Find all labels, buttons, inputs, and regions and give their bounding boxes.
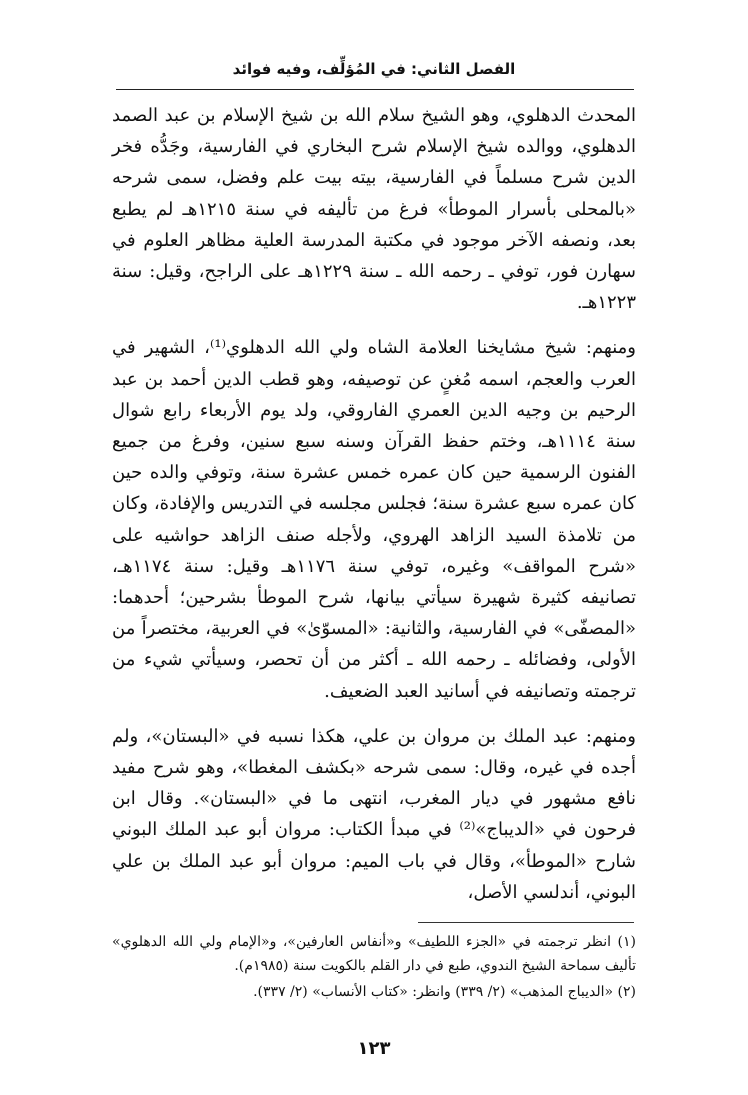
footnote-rule (418, 922, 634, 923)
running-header: الفصل الثاني: في المُؤلِّف، وفيه فوائد (232, 60, 516, 78)
footnotes (112, 930, 636, 1006)
paragraph-2: ومنهم: شيخ مشايخنا العلامة الشاه ولي الله الدهلوي⁽¹⁾، الشهير في العرب والعجم، اسمه مُغنٍ عن توصيفه، وهو قطب الدين أحمد بن عبد الرحيم بن وجيه الدين العمري الفاروقي، ولد يوم الأربعاء رابع شوال سنة ١١١٤هـ، وختم حفظ القرآن وسنه سبع سنين، وفرغ من جميع الفنون الرسمية حين كان عمره خمس عشرة سنة، وتوفي والده حين كان عمره سبع عشرة سنة؛ فجلس مجلسه في التدريس والإفادة، وكان من تلامذة السيد الزاهد الهروي، ولأجله صنف الزاهد حواشيه على «شرح المواقف» وغيره، توفي سنة ١١٧٦هـ وقيل: سنة ١١٧٤هـ، تصانيفه كثيرة شهيرة سيأتي بيانها، شرح الموطأ بشرحين؛ أحدهما: «المصفّى» في الفارسية، والثانية: «المسوّىٰ» في العربية، مختصراً من الأولى، وفضائله ـ رحمه الله ـ أكثر من أن تحصر، وسيأتي شيء من ترجمته وتصانيفه في أسانيد العبد الضعيف. (112, 337, 636, 702)
page-number: ١٢٣ (357, 1038, 391, 1059)
footnote-1: (١) انظر ترجمته في «الجزء اللطيف» و«أنفاس العارفين»، و«الإمام ولي الله الدهلوي» تأليف سماحة الشيخ الندوي، طبع في دار القلم بالكويت سنة (١٩٨٥م). (112, 934, 636, 974)
header-rule (116, 89, 634, 90)
paragraph-1: المحدث الدهلوي، وهو الشيخ سلام الله بن شيخ الإسلام بن عبد الصمد الدهلوي، ووالده شيخ الإسلام شرح البخاري في الفارسية، وجَدُّه فخر الدين شرح مسلماً في الفارسية، بيته بيت علم وفضل، سمى شرحه «بالمحلى بأسرار الموطأ» فرغ من تأليفه في سنة ١٢١٥هـ لم يطبع بعد، ونصفه الآخر موجود في مكتبة المدرسة العلية مظاهر العلوم في سهارن فور، توفي ـ رحمه الله ـ سنة ١٢٢٩هـ على الراجح، وقيل: سنة ١٢٢٣هـ. (112, 105, 636, 314)
main-text (112, 100, 636, 908)
footnote-2: (٢) «الديباج المذهب» (٢/ ٣٣٩) وانظر: «كتاب الأنساب» (٢/ ٣٣٧). (253, 984, 636, 1000)
paragraph-3: ومنهم: عبد الملك بن مروان بن علي، هكذا نسبه في «البستان»، ولم أجده في غيره، وقال: سمى شرحه «بكشف المغطا»، وهو شرح مفيد نافع مشهور في ديار المغرب، انتهى ما في «البستان». وقال ابن فرحون في «الديباج»⁽²⁾ في مبدأ الكتاب: مروان أبو عبد الملك البوني شارح «الموطأ»، وقال في باب الميم: مروان أبو عبد الملك بن علي البوني، أندلسي الأصل، (112, 725, 636, 903)
